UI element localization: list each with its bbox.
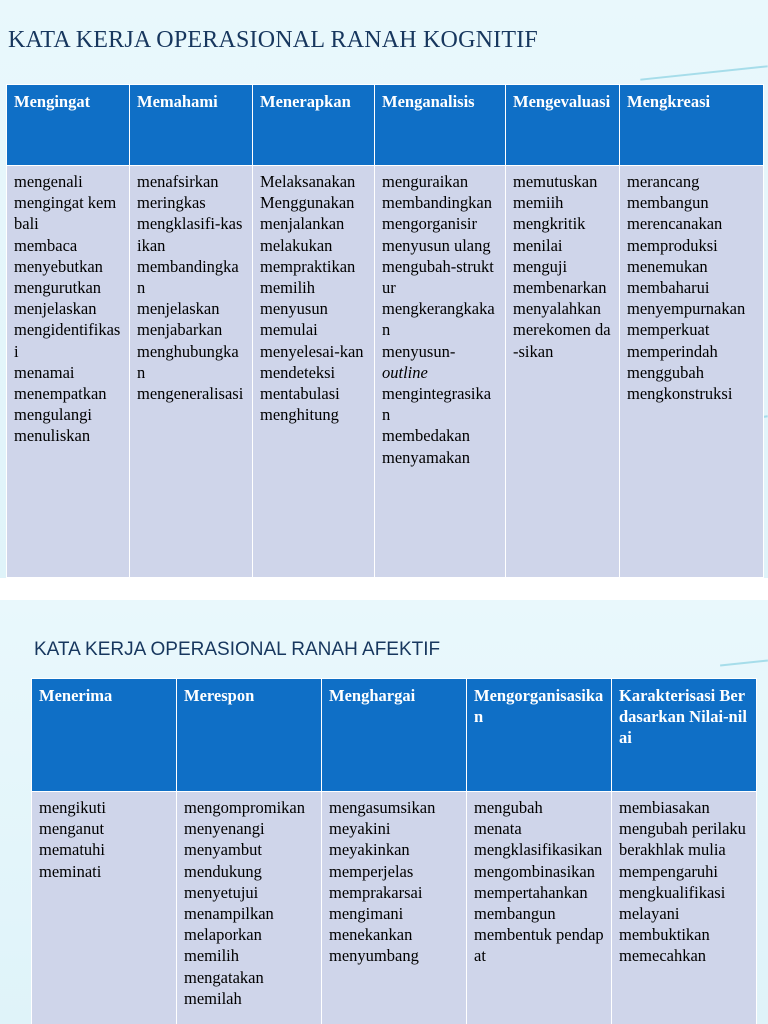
column-header-merespon: Merespon <box>177 679 322 792</box>
verb-list <box>329 797 460 967</box>
slide-title-kognitif: KATA KERJA OPERASIONAL RANAH KOGNITIF <box>8 27 538 53</box>
verb-list-cell <box>612 792 757 1024</box>
verb-item: membangun <box>627 193 709 213</box>
verb-item: memproduksi <box>627 235 718 255</box>
verb-item: membaharui <box>627 278 710 298</box>
verb-item: menyalahkan <box>513 299 601 319</box>
verb-item: meyakinkan <box>329 840 410 860</box>
column-header-menganalisis: Menganalisis <box>375 85 506 166</box>
column-header-menerima: Menerima <box>32 679 177 792</box>
table-row <box>32 792 757 1024</box>
verb-item: menyelesai-kan <box>260 341 364 361</box>
verb-item: mengidentifikasi <box>14 320 121 361</box>
verb-item: mendeteksi <box>260 362 336 382</box>
verb-list <box>474 797 605 967</box>
verb-item: membuktikan <box>619 925 710 945</box>
verb-item: melakukan <box>260 235 333 255</box>
verb-item: menjabarkan <box>137 320 223 340</box>
verb-item: menemukan <box>627 256 708 276</box>
verb-item: membangun <box>474 904 556 924</box>
verb-item: menyumbang <box>329 946 419 966</box>
verb-item: merencanakan <box>627 214 723 234</box>
verb-item: memprakarsai <box>329 882 423 902</box>
verb-list <box>184 797 315 1009</box>
verb-item: menghitung <box>260 405 339 425</box>
verb-item: menekankan <box>329 925 413 945</box>
verb-item: mengubah <box>474 798 543 817</box>
verb-item: mengulangi <box>14 405 92 425</box>
verb-item: memilah <box>184 988 242 1008</box>
verb-item: melayani <box>619 904 680 924</box>
verb-item: mengeneralisasi <box>137 384 244 404</box>
verb-list-cell <box>177 792 322 1024</box>
table-kognitif <box>6 84 764 578</box>
decorative-line <box>640 65 768 80</box>
table-header-row <box>7 85 764 166</box>
verb-item: outline <box>382 362 428 382</box>
verb-item: mengimani <box>329 904 404 924</box>
verb-item: menggubah <box>627 362 704 382</box>
verb-item: mengasumsikan <box>329 798 436 817</box>
verb-list-cell <box>506 166 620 578</box>
verb-item: menguji <box>513 256 568 276</box>
verb-item: meminati <box>39 861 102 881</box>
verb-list-cell <box>253 166 375 578</box>
verb-item: mengombinasikan <box>474 861 595 881</box>
verb-item: mengkritik <box>513 214 586 234</box>
verb-item: meyakini <box>329 819 391 839</box>
verb-list-cell <box>467 792 612 1024</box>
verb-list <box>260 171 368 425</box>
column-header-menghargai: Menghargai <box>322 679 467 792</box>
verb-item: membiasakan <box>619 798 710 817</box>
verb-item: mengorganisir <box>382 214 478 234</box>
verb-item: memutuskan <box>513 172 598 191</box>
slide-separator <box>0 578 768 600</box>
verb-item: menyamakan <box>382 447 470 467</box>
verb-item: menyusun ulang <box>382 235 491 255</box>
verb-list <box>39 797 170 882</box>
verb-list <box>513 171 613 362</box>
verb-item: menjelaskan <box>14 299 97 319</box>
verb-item: mengubah perilaku <box>619 819 746 839</box>
table-afektif <box>31 678 757 1024</box>
verb-list-cell <box>322 792 467 1024</box>
verb-item: menjelaskan <box>137 299 220 319</box>
verb-item: meringkas <box>137 193 206 213</box>
verb-item: membedakan <box>382 426 470 446</box>
verb-item: menganut <box>39 819 105 839</box>
verb-item: mengkualifikasi <box>619 882 726 902</box>
verb-list-cell <box>620 166 764 578</box>
verb-item: memperindah <box>627 341 718 361</box>
verb-item: mengkerangkakan <box>382 299 495 340</box>
verb-item: menyempurnakan <box>627 299 746 319</box>
verb-item: Menggunakan <box>260 193 355 213</box>
verb-item: menghubungkan <box>137 341 239 382</box>
verb-item: mengingat kembali <box>14 193 117 234</box>
verb-item: mempengaruhi <box>619 861 718 881</box>
verb-list-cell <box>32 792 177 1024</box>
verb-item: mengklasifi-kasikan <box>137 214 243 255</box>
verb-list-cell <box>375 166 506 578</box>
verb-item: mengklasifikasikan <box>474 840 603 860</box>
verb-item: mempraktikan <box>260 256 356 276</box>
verb-item: menjalankan <box>260 214 345 234</box>
verb-list <box>14 171 123 447</box>
verb-item: menyetujui <box>184 882 259 902</box>
verb-item: membaca <box>14 235 78 255</box>
verb-item: memperkuat <box>627 320 710 340</box>
verb-item: menyusun- <box>382 341 456 361</box>
verb-item: memilih <box>260 278 315 298</box>
verb-item: menyebutkan <box>14 256 103 276</box>
column-header-mengevaluasi: Mengevaluasi <box>506 85 620 166</box>
verb-list <box>619 797 750 967</box>
verb-item: memperjelas <box>329 861 414 881</box>
verb-item: mendukung <box>184 861 262 881</box>
verb-list <box>627 171 757 404</box>
verb-item: menyambut <box>184 840 262 860</box>
verb-item: membandingkan <box>137 256 239 298</box>
verb-item: menafsirkan <box>137 172 219 191</box>
verb-item: menilai <box>513 235 563 255</box>
verb-item: mengkonstruksi <box>627 384 733 404</box>
column-header-mengingat: Mengingat <box>7 85 130 166</box>
verb-item: berakhlak mulia <box>619 840 726 860</box>
verb-item: memiih <box>513 193 564 213</box>
verb-item: mempertahankan <box>474 882 588 902</box>
verb-item: mengurutkan <box>14 278 102 298</box>
verb-item: menamai <box>14 362 75 382</box>
verb-list-cell <box>130 166 253 578</box>
verb-list-cell <box>7 166 130 578</box>
slide-afektif <box>0 600 768 1024</box>
table-row <box>7 166 764 578</box>
column-header-memahami: Memahami <box>130 85 253 166</box>
verb-item: mengubah-struktur <box>382 256 494 298</box>
verb-item: merekomen da-sikan <box>513 320 611 361</box>
column-header-menerapkan: Menerapkan <box>253 85 375 166</box>
verb-item: melaporkan <box>184 925 262 945</box>
verb-list <box>382 171 499 468</box>
verb-item: menyusun <box>260 299 328 319</box>
verb-item: menata <box>474 819 522 839</box>
verb-item: mengatakan <box>184 967 264 987</box>
column-header-mengorganisasikan: Mengorganisasikan <box>467 679 612 792</box>
verb-item: memulai <box>260 320 318 340</box>
verb-item: menyenangi <box>184 819 265 839</box>
verb-item: mengompromikan <box>184 798 305 817</box>
slide-title-afektif: KATA KERJA OPERASIONAL RANAH AFEKTIF <box>34 639 441 660</box>
verb-item: memecahkan <box>619 946 707 966</box>
verb-item: merancang <box>627 172 700 191</box>
verb-item: menuliskan <box>14 426 91 446</box>
verb-item: Melaksanakan <box>260 172 356 191</box>
verb-item: mengenali <box>14 172 83 191</box>
verb-item: menampilkan <box>184 904 274 924</box>
verb-list <box>137 171 246 404</box>
verb-item: mematuhi <box>39 840 105 860</box>
verb-item: menempatkan <box>14 384 107 404</box>
verb-item: mengintegrasikan <box>382 384 492 425</box>
column-header-mengkreasi: Mengkreasi <box>620 85 764 166</box>
verb-item: mengikuti <box>39 798 106 817</box>
decorative-line <box>720 659 768 666</box>
column-header-karakterisasi: Karakterisasi Berdasarkan Nilai-nilai <box>612 679 757 792</box>
verb-item: memilih <box>184 946 239 966</box>
verb-item: menguraikan <box>382 172 469 191</box>
verb-item: mentabulasi <box>260 384 340 404</box>
verb-item: membandingkan <box>382 193 492 213</box>
verb-item: membenarkan <box>513 278 607 298</box>
verb-item: membentuk pendapat <box>474 925 604 966</box>
table-header-row <box>32 679 757 792</box>
